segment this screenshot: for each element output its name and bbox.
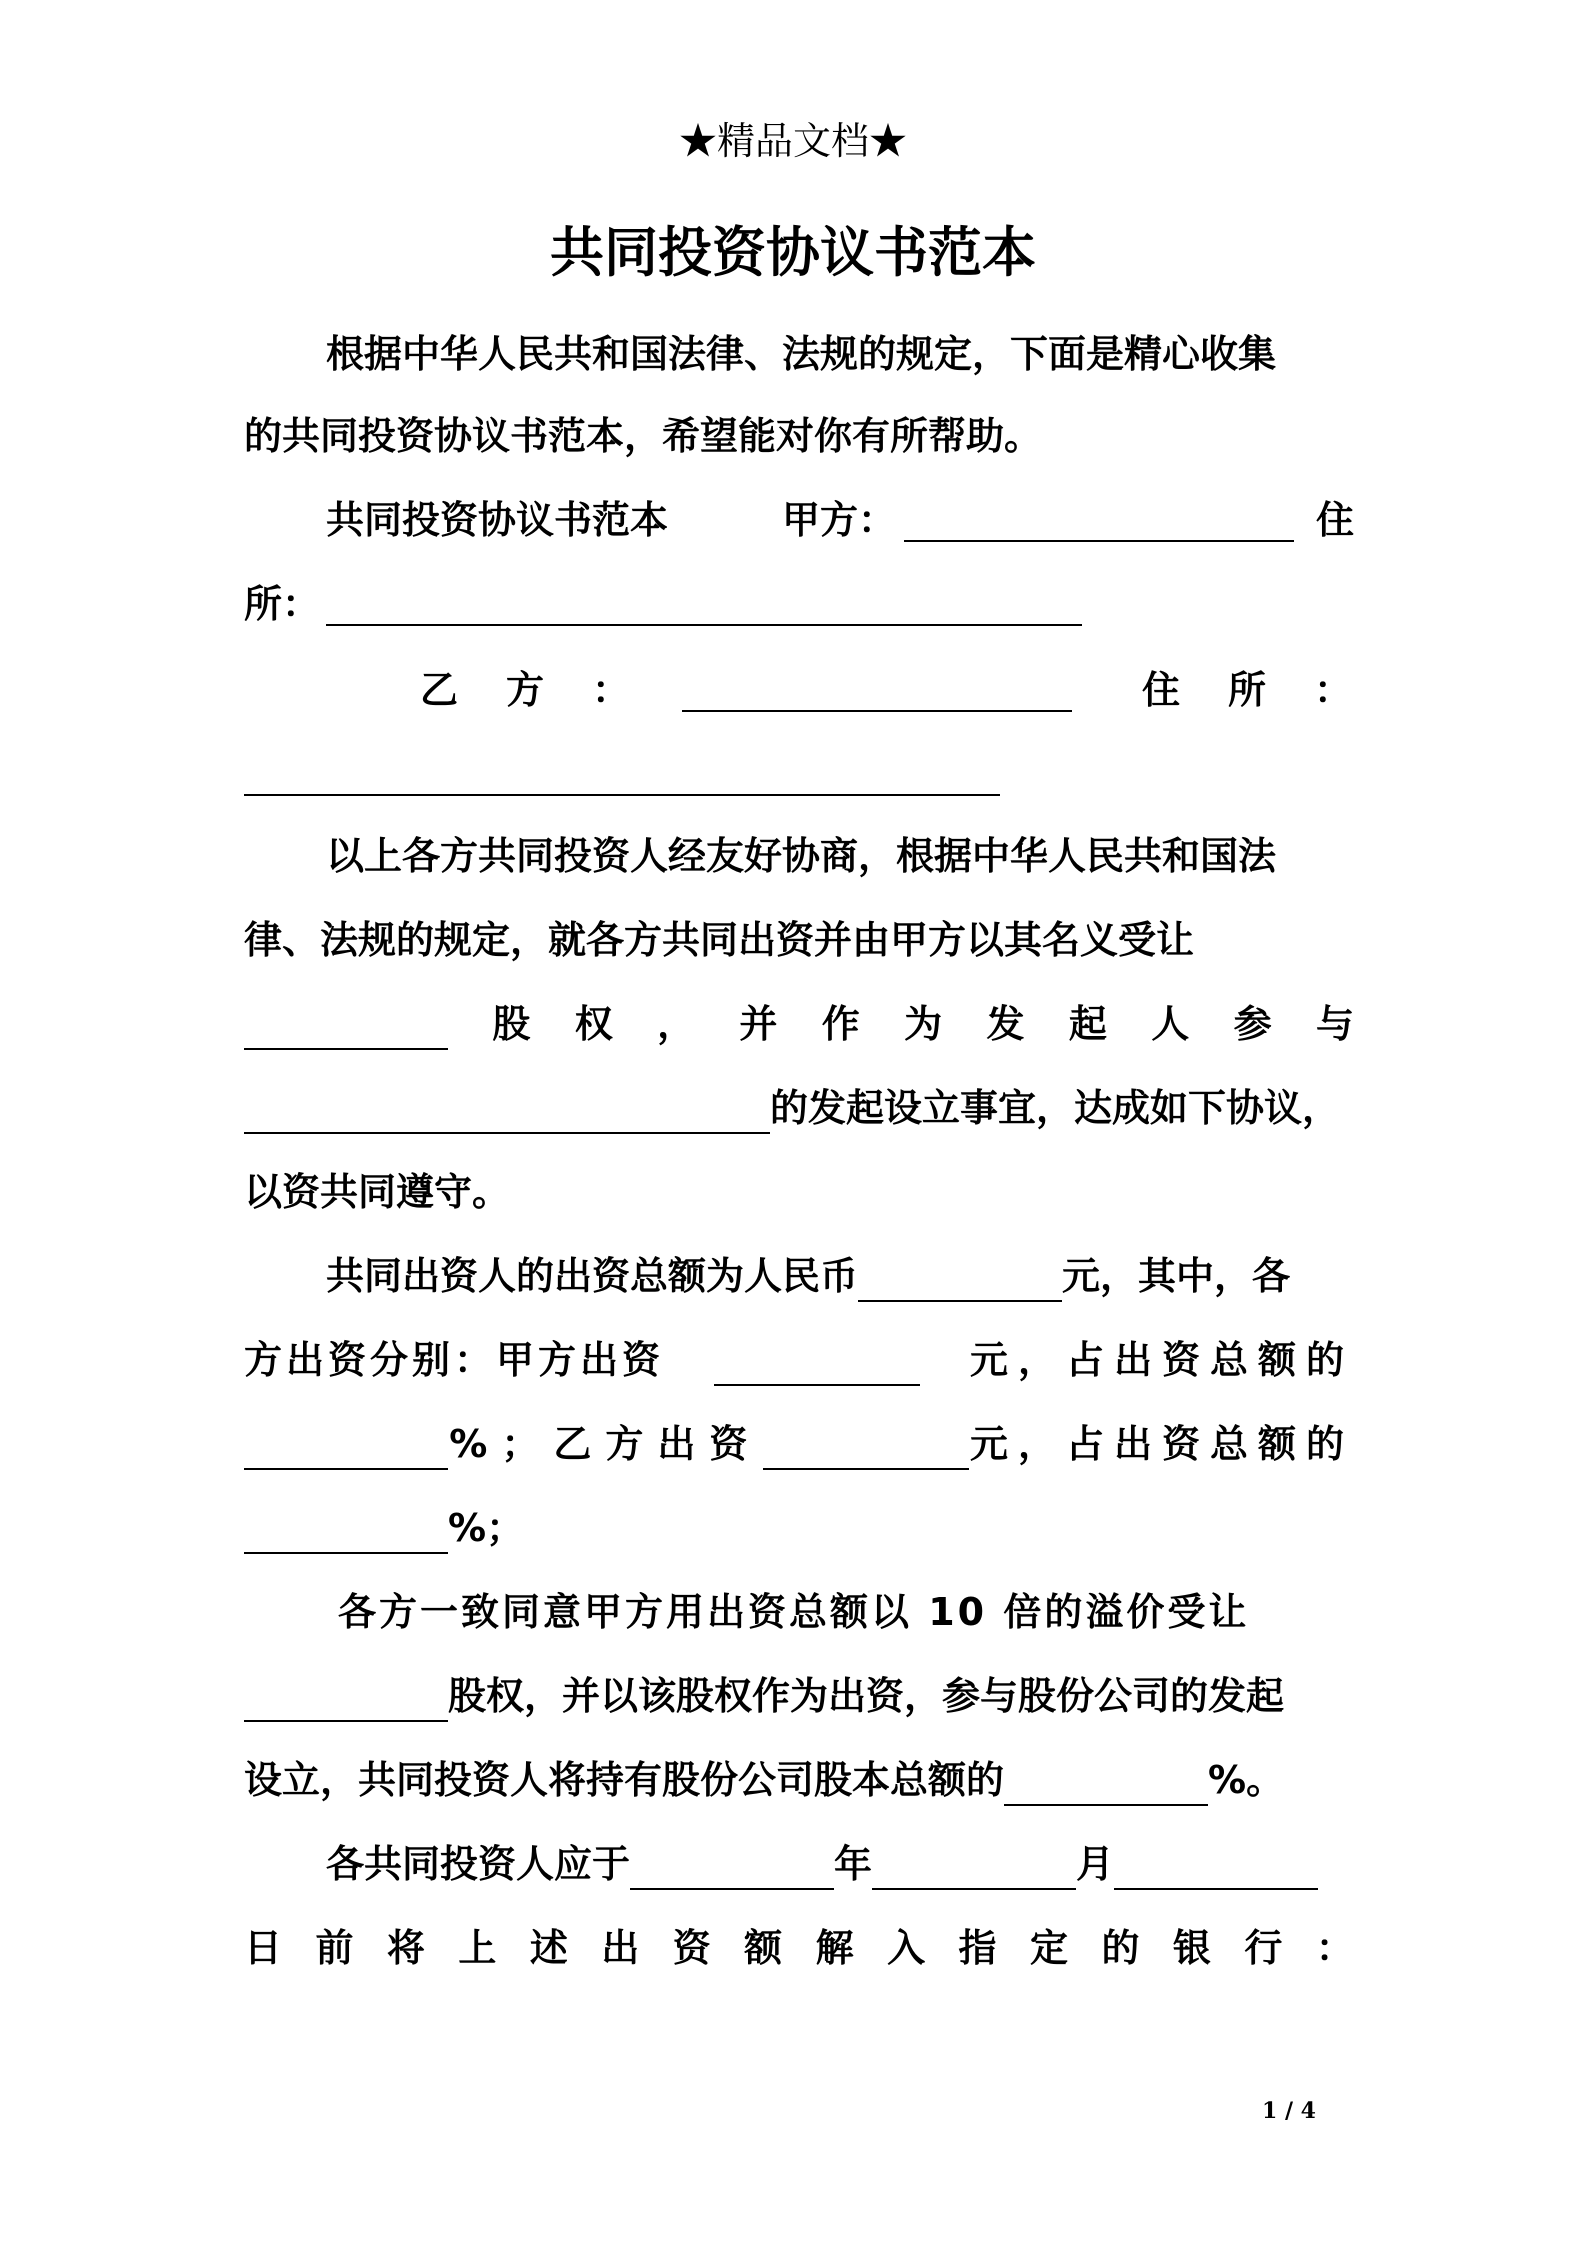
spaced-char: 将 — [386, 1926, 425, 1970]
premium-text: 股权，并以该股权作为出资，参与股份公司的发起 — [448, 1674, 1285, 1718]
agreement-line-2: 律、法规的规定，就各方共同出资并由甲方以其名义受让 — [244, 918, 1195, 962]
party-a-percent-blank[interactable] — [244, 1434, 448, 1470]
spaced-char: 解 — [815, 1926, 854, 1970]
capital-line-4 — [244, 1502, 1354, 1554]
percent-text: %； — [448, 1506, 525, 1550]
spaced-char: 资 — [672, 1926, 711, 1970]
spaced-char: 出 — [601, 1926, 640, 1970]
capital-text: 共同出资人的出资总额为人民币 — [326, 1254, 859, 1298]
intro-line-2: 的共同投资协议书范本，希望能对你有所帮助。 — [244, 414, 1043, 458]
spaced-char: 为 — [904, 1002, 943, 1046]
spaced-char: 上 — [458, 1926, 497, 1970]
spaced-char: 额 — [744, 1926, 783, 1970]
party-a-address-blank[interactable] — [326, 624, 1082, 626]
spaced-char: 并 — [739, 1002, 778, 1046]
party-b-contribution-label: %；乙方出资 — [449, 1422, 762, 1466]
month-label: 月 — [1076, 1842, 1115, 1886]
spaced-char: 发 — [986, 1002, 1025, 1046]
holding-percent-blank[interactable] — [1004, 1770, 1208, 1806]
spaced-char: ， — [657, 1002, 696, 1046]
share-text: 元，占出资总额的 — [969, 1338, 1354, 1382]
spaced-char: 银 — [1172, 1926, 1211, 1970]
deadline-text: 各共同投资人应于 — [326, 1842, 631, 1886]
agreement-text: 的发起设立事宜，达成如下协议， — [770, 1086, 1341, 1130]
spaced-char: 日 — [244, 1926, 283, 1970]
party-b-amount-blank[interactable] — [763, 1434, 969, 1470]
spaced-char: 作 — [821, 1002, 860, 1046]
year-label: 年 — [834, 1842, 873, 1886]
equity-blank[interactable] — [244, 1014, 448, 1050]
address-label-start: 住 — [1316, 498, 1355, 542]
address-label-end: 所： — [244, 582, 321, 626]
spaced-char: 起 — [1068, 1002, 1107, 1046]
spaced-char: 与 — [1315, 1002, 1354, 1046]
party-a-blank[interactable] — [904, 540, 1294, 542]
spaced-char: 指 — [958, 1926, 997, 1970]
deadline-line-1 — [326, 1838, 1354, 1890]
capital-line-1 — [326, 1250, 1354, 1302]
party-b-address-char-2: 所 — [1228, 668, 1267, 712]
percent-text: %。 — [1208, 1758, 1285, 1802]
spaced-char: 入 — [887, 1926, 926, 1970]
party-b-address-char-1: 住 — [1142, 668, 1181, 712]
month-blank[interactable] — [872, 1854, 1076, 1890]
party-b-char-3: ： — [592, 668, 631, 712]
year-blank[interactable] — [630, 1854, 834, 1890]
spaced-char: 前 — [315, 1926, 354, 1970]
spaced-char: 权 — [574, 1002, 613, 1046]
party-b-char-1: 乙 — [420, 668, 459, 712]
party-b-percent-blank[interactable] — [244, 1518, 448, 1554]
party-b-address-blank[interactable] — [244, 794, 1000, 796]
total-amount-blank[interactable] — [858, 1266, 1062, 1302]
capital-line-2 — [244, 1334, 1354, 1386]
doc-name-label: 共同投资协议书范本 — [326, 498, 669, 542]
premium-line-2 — [244, 1670, 1354, 1722]
premium-text-2: 设立，共同投资人将持有股份公司股本总额的 — [244, 1758, 1005, 1802]
spaced-char: 述 — [529, 1926, 568, 1970]
premium-line-1: 各方一致同意甲方用出资总额以 10 倍的溢价受让 — [338, 1590, 1250, 1634]
day-blank[interactable] — [1114, 1854, 1318, 1890]
agreement-line-3 — [244, 998, 1354, 1050]
agreement-line-1: 以上各方共同投资人经友好协商，根据中华人民共和国法 — [326, 834, 1277, 878]
company-blank[interactable] — [244, 1098, 770, 1134]
capital-line-3 — [244, 1418, 1354, 1470]
party-a-contribution-label: 方出资分别：甲方出资 — [244, 1338, 665, 1382]
spaced-char: 的 — [1101, 1926, 1140, 1970]
document-title: 共同投资协议书范本 — [550, 221, 1036, 284]
agreement-line-5: 以资共同遵守。 — [244, 1170, 511, 1214]
party-a-amount-blank[interactable] — [714, 1350, 920, 1386]
agreement-line-4 — [244, 1082, 1354, 1134]
capital-text-2: 元，其中，各 — [1062, 1254, 1291, 1298]
party-a-label: 甲方： — [782, 498, 897, 542]
spaced-char: 股 — [492, 1002, 531, 1046]
party-b-blank[interactable] — [682, 710, 1072, 712]
transfer-equity-blank[interactable] — [244, 1686, 448, 1722]
party-b-char-2: 方 — [506, 668, 545, 712]
page-header: ★精品文档★ — [678, 119, 907, 163]
spaced-char: 行 — [1244, 1926, 1283, 1970]
spaced-char: 参 — [1233, 1002, 1272, 1046]
deadline-line-2 — [244, 1922, 1354, 1974]
party-b-address-char-3: ： — [1314, 668, 1353, 712]
intro-line-1: 根据中华人民共和国法律、法规的规定，下面是精心收集 — [326, 332, 1277, 376]
premium-line-3 — [244, 1754, 1354, 1806]
spaced-char: 人 — [1151, 1002, 1190, 1046]
page-number: 1 / 4 — [1262, 2098, 1316, 2124]
spaced-char: ： — [1315, 1926, 1354, 1970]
spaced-char: 定 — [1029, 1926, 1068, 1970]
share-text: 元，占出资总额的 — [969, 1422, 1354, 1466]
